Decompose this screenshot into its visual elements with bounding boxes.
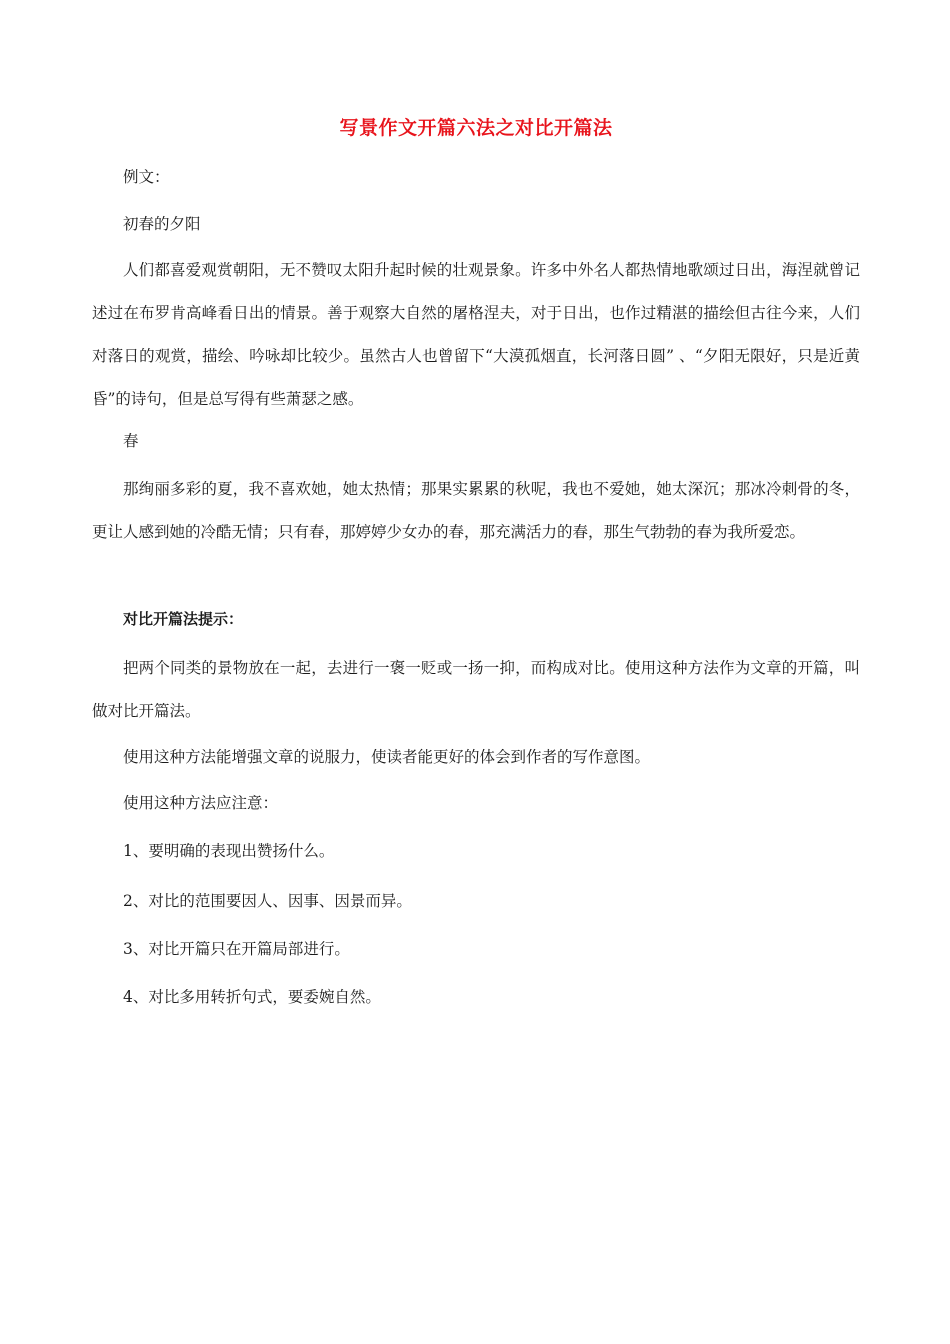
- essay2-title: 春: [123, 432, 139, 450]
- essay1-title: 初春的夕阳: [123, 215, 201, 233]
- essay2-body: 那绚丽多彩的夏，我不喜欢她，她太热情；那果实累累的秋呢，我也不爱她，她太深沉；那冰冷刺骨的冬，更让人感到她的冷酷无情；只有春，那婷婷少女办的春，那充满活力的春，那生气勃勃的春为我所爱恋。: [92, 480, 860, 541]
- list-item: 1、要明确的表现出赞扬什么。: [123, 842, 335, 860]
- example-label: 例文：: [123, 168, 170, 186]
- document-title: 写景作文开篇六法之对比开篇法: [339, 117, 613, 139]
- list-item: 2、对比的范围要因人、因事、因景而异。: [123, 892, 412, 910]
- tips-benefit: 使用这种方法能增强文章的说服力，使读者能更好的体会到作者的写作意图。: [123, 748, 651, 766]
- list-item: 3、对比开篇只在开篇局部进行。: [123, 940, 350, 958]
- tips-note-label: 使用这种方法应注意：: [123, 794, 279, 812]
- essay1-body: 人们都喜爱观赏朝阳，无不赞叹太阳升起时候的壮观景象。许多中外名人都热情地歌颂过日出，海涅就曾记述过在布罗肯高峰看日出的情景。善于观察大自然的屠格涅夫，对于日出，也作过精湛的描绘但古往今来，人们对落日的观赏，描绘、吟咏却比较少。虽然古人也曾留下“大漠孤烟直，长河落日圆” 、“夕阳无限好，只是近黄昏”的诗句，但是总写得有些萧瑟之感。: [92, 261, 860, 408]
- tips-definition: 把两个同类的景物放在一起，去进行一褒一贬或一扬一抑，而构成对比。使用这种方法作为文章的开篇，叫做对比开篇法。: [92, 659, 860, 720]
- tips-heading: 对比开篇法提示：: [123, 610, 244, 628]
- list-item: 4、对比多用转折句式，要委婉自然。: [123, 988, 381, 1006]
